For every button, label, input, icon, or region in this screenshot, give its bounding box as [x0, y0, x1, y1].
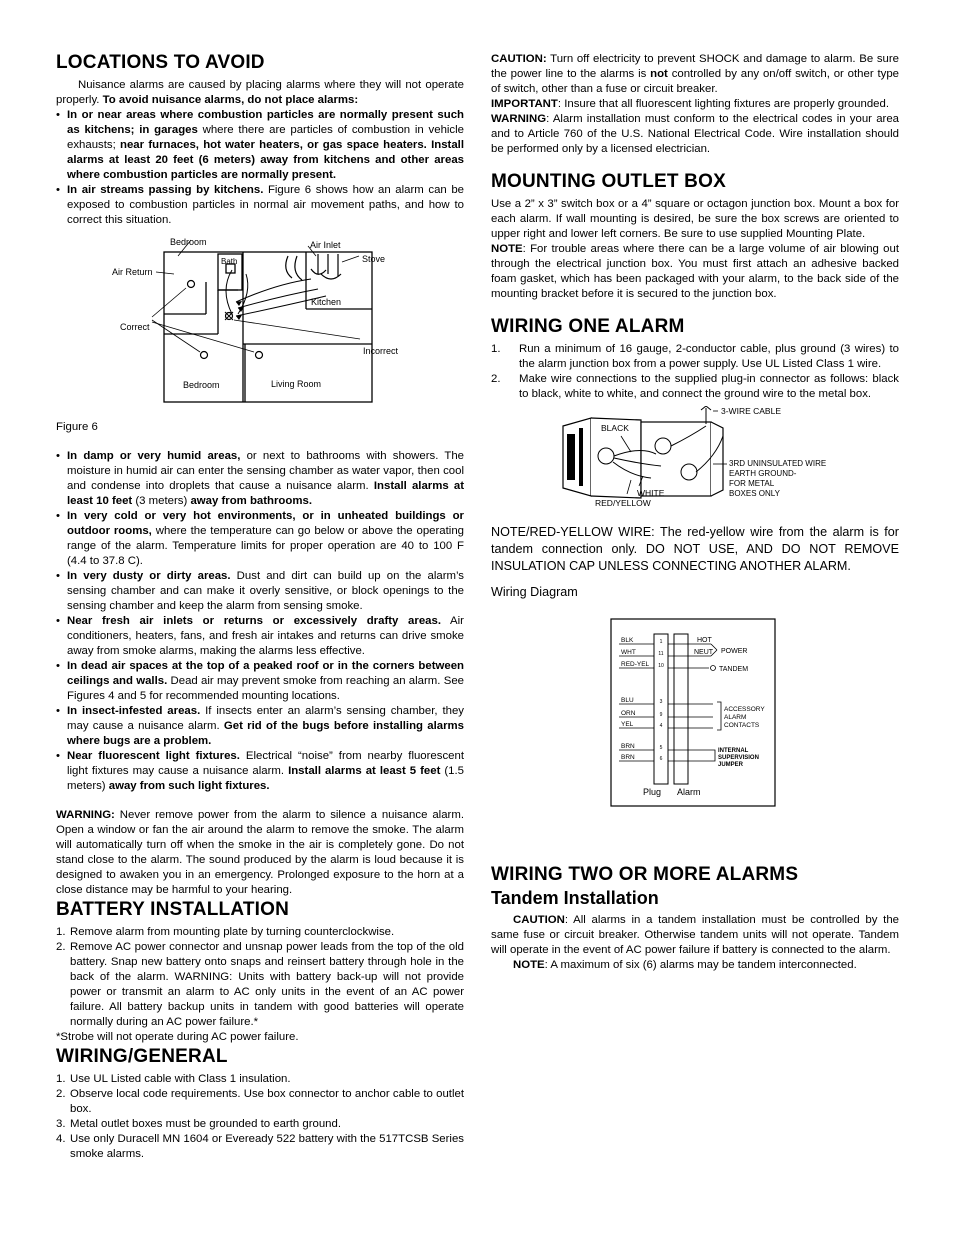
fig6-label-bedroom-bottom: Bedroom — [183, 380, 220, 390]
important-paragraph: IMPORTANT: Insure that all fluorescent lighting fixtures are properly grounded. — [491, 98, 890, 110]
wiring-one-alarm-heading: WIRING ONE ALARM — [491, 316, 685, 337]
wiring-general-steps — [56, 1072, 464, 1162]
list-item: 2. Make wire connections to the supplied plug-in connector as follows: black to black, white to white, and connect the ground wire to the metal box. — [491, 373, 899, 400]
list-item: • In dead air spaces at the top of a peaked roof or in the corners between ceilings and walls. Dead air may prevent smoke from reaching an alarm. See Figures 4 and 5 for recommended mounting locations. — [56, 659, 464, 704]
list-item: • Near fresh air inlets or returns or excessively drafty areas. Air conditioners, heaters, fans, and fresh air intakes and returns can drive smoke away from smoke alarms, making the alarms less effective. — [56, 614, 464, 659]
wire-color-label: ORN — [621, 710, 636, 717]
list-item: • In insect-infested areas. If insects enter an alarm’s sensing chamber, they may cause a nuisance alarm. Get rid of the bugs before installing alarms where bugs are a problem. — [56, 704, 464, 749]
label-ground-1: 3RD UNINSULATED WIRE — [729, 459, 827, 468]
wire-color-label: WHT — [621, 649, 636, 656]
fig6-label-bath: Bath — [221, 257, 238, 266]
wiring-diagram-label: Wiring Diagram — [491, 585, 578, 599]
list-item: 1. Remove alarm from mounting plate by turning counterclockwise. — [56, 926, 395, 938]
red-yellow-note: NOTE/RED-YELLOW WIRE: The red-yellow wire from the alarm is for tandem connection only. DO NOT USE, AND DO NOT REMOVE INSULATION CAP UNLESS CONNECTING ANOTHER ALARM. — [491, 525, 899, 573]
mounting-text: Use a 2” x 3” switch box or a 4” square or octagon junction box. Mount a box for each alarm. If wall mounting is desired, be sure the box screws are oriented to upper right and lower left corners. Be sure to use supplied Mounting Plate. — [491, 198, 899, 240]
list-item: 1. Run a minimum of 16 gauge, 2-conductor cable, plus ground (3 wires) to the alarm junction box from a power supply. Use UL Listed Class 1 wire. — [491, 343, 899, 370]
wire-color-label: BRN — [621, 754, 635, 761]
list-item: • Near fluorescent light fixtures. Electrical “noise” from nearby fluorescent light fixtures may cause a nuisance alarm. Install alarms at least 5 feet (1.5 meters) away from such light fixtures. — [56, 749, 464, 794]
wiring-diagram — [491, 614, 899, 810]
label-hot: HOT — [697, 637, 712, 644]
list-item: • In damp or very humid areas, or next to bathrooms with showers. The moisture in humid air can enter the sensing chamber as water vapor, then cool and condense into droplets that cause a nuisance alarm. Install alarms at least 10 feet (3 meters) away from bathrooms. — [56, 449, 464, 509]
warning-paragraph: WARNING: Alarm installation must conform to the electrical codes in your area and to Article 760 of the U.S. National Electrical Code. Wire installation should be performed only by a licensed electrician. — [491, 113, 899, 155]
fig6-label-correct: Correct — [120, 322, 150, 332]
label-3-wire-cable: 3-WIRE CABLE — [721, 406, 781, 416]
pin-number: 10 — [658, 663, 664, 669]
fig6-label-living-room: Living Room — [271, 379, 322, 389]
mounting-outlet-box-heading: MOUNTING OUTLET BOX — [491, 171, 726, 192]
tandem-installation-heading: Tandem Installation — [491, 888, 659, 908]
list-item: 1. Use UL Listed cable with Class 1 insulation. — [56, 1073, 291, 1085]
left-column — [56, 52, 464, 1162]
label-internal-2: SUPERVISION — [718, 755, 759, 761]
label-accessory-3: CONTACTS — [724, 722, 760, 729]
label-ground-2: EARTH GROUND- — [729, 469, 797, 478]
avoid-list-1 — [56, 108, 464, 228]
fig6-label-air-inlet: Air Inlet — [310, 240, 341, 250]
mounting-note: NOTE: For trouble areas where there can be a large volume of air blowing out through the electrical junction box. You must first attach an adhesive backed foam gasket, which has been packaged with your alarm, to the back side of the mounting bracket before it is secured to the junction box. — [491, 243, 899, 300]
fig6-label-kitchen: Kitchen — [311, 297, 342, 307]
list-item: 4. Use only Duracell MN 1604 or Eveready 522 battery with the 517TCSB Series smoke alarms. — [56, 1133, 464, 1160]
avoid-intro: Nuisance alarms are caused by placing alarms where they will not operate properly. To avoid nuisance alarms, do not place alarms: — [56, 79, 464, 106]
wire-color-label: YEL — [621, 721, 634, 728]
nuisance-warning: WARNING: Never remove power from the alarm to silence a nuisance alarm. Open a window or fan the air around the alarm to remove the smoke. The alarm will automatically turn off when the smoke in the air is completely gone. Do not stand close to the alarm. The sound produced by the alarm is loud because it is designed to awaken you in an emergency. Prolonged exposure to the horn at a close distance may be harmful to your hearing. — [56, 809, 464, 896]
figure-6-floorplan — [56, 234, 464, 414]
locations-to-avoid-heading: LOCATIONS TO AVOID — [56, 52, 265, 73]
wire-color-label: RED-YEL — [621, 661, 650, 668]
pin-number: 4 — [659, 723, 663, 729]
wiring-one-steps — [491, 342, 899, 402]
fig6-label-bedroom-top: Bedroom — [170, 237, 207, 247]
list-item: • In very cold or very hot environments, or in unheated buildings or outdoor rooms, where the temperature can go below or above the operating range of the alarm. Temperature limits for proper operation are 40 to 100 F (4.4 to 37.8 C). — [56, 509, 464, 569]
wiring-two-heading: WIRING TWO OR MORE ALARMS — [491, 864, 799, 885]
wire-color-label: BLK — [621, 637, 634, 644]
fig6-label-incorrect: Incorrect — [363, 346, 399, 356]
pin-number: 1 — [659, 639, 663, 645]
label-white: WHITE — [637, 488, 665, 498]
pin-number: 3 — [659, 699, 663, 705]
battery-installation-heading: BATTERY INSTALLATION — [56, 899, 290, 920]
label-ground-4: BOXES ONLY — [729, 489, 780, 498]
battery-steps — [56, 925, 464, 1030]
pin-number: 6 — [659, 756, 663, 762]
wire-color-label: BLU — [621, 697, 634, 704]
tandem-note: NOTE: A maximum of six (6) alarms may be tandem interconnected. — [513, 959, 857, 971]
strobe-note: *Strobe will not operate during AC power failure. — [56, 1031, 299, 1043]
figure-6-caption: Figure 6 — [56, 421, 98, 433]
list-item: • In or near areas where combustion particles are normally present such as kitchens; in garages where there are particles of combustion in vehicle exhausts; near furnaces, hot water heaters, or gas space heaters. Install alarms at least 20 feet (6 meters) away from kitchens and other areas where combustion particles are normally present. — [56, 108, 464, 183]
list-item: 3. Metal outlet boxes must be grounded to earth ground. — [56, 1118, 342, 1130]
label-alarm: Alarm — [677, 787, 701, 797]
label-accessory-2: ALARM — [724, 714, 747, 721]
fig6-label-stove: Stove — [362, 254, 386, 264]
pin-number: 5 — [659, 745, 663, 751]
fig6-label-air-return: Air Return — [112, 267, 153, 277]
list-item: • In very dusty or dirty areas. Dust and dirt can build up on the alarm’s sensing chamber and can make it overly sensitive, or block openings to the sensing chamber and keep the alarm from sensing smoke. — [56, 569, 464, 614]
caution-paragraph: CAUTION: Turn off electricity to prevent SHOCK and damage to alarm. Be sure the power line to the alarms is not controlled by any on/off switch, or other type of switch, other than a fuse or circuit breaker. — [491, 53, 900, 95]
list-item: 2. Remove AC power connector and unsnap power leads from the top of the old battery. Snap new battery onto snaps and reinsert battery through hole in the back of the alarm. WARNING: Units with battery back-up will not provide power or transmit an alarm to AC only units in the event of an AC power failure. All battery backup units in tandem with good batteries will operate normally during an AC power failure.* — [56, 941, 464, 1028]
label-neut: NEUT — [694, 649, 714, 656]
label-black: BLACK — [601, 423, 629, 433]
avoid-list-2 — [56, 449, 464, 794]
wiring-connection-illustration — [491, 406, 899, 516]
wiring-general-heading: WIRING/GENERAL — [56, 1046, 228, 1067]
label-accessory-1: ACCESSORY — [724, 706, 765, 713]
pin-number: 9 — [659, 712, 663, 718]
right-column — [491, 52, 899, 973]
label-tandem: TANDEM — [719, 666, 749, 673]
label-internal-1: INTERNAL — [718, 748, 749, 754]
tandem-caution: CAUTION: All alarms in a tandem installation must be controlled by the same fuse or circuit breaker. Otherwise tandem units will not operate. Tandem will operate in the event of AC power failure if battery is connected to the alarm. — [491, 914, 899, 956]
label-ground-3: FOR METAL — [729, 479, 775, 488]
label-internal-3: JUMPER — [718, 762, 744, 768]
wire-color-label: BRN — [621, 743, 635, 750]
list-item: 2. Observe local code requirements. Use box connector to anchor cable to outlet box. — [56, 1088, 464, 1115]
label-plug: Plug — [643, 787, 662, 797]
list-item: • In air streams passing by kitchens. Figure 6 shows how an alarm can be exposed to combustion particles in normal air movement paths, and how to correct this situation. — [56, 183, 464, 228]
label-red-yellow: RED/YELLOW — [595, 498, 651, 508]
pin-number: 11 — [658, 651, 664, 657]
label-power: POWER — [721, 648, 748, 655]
